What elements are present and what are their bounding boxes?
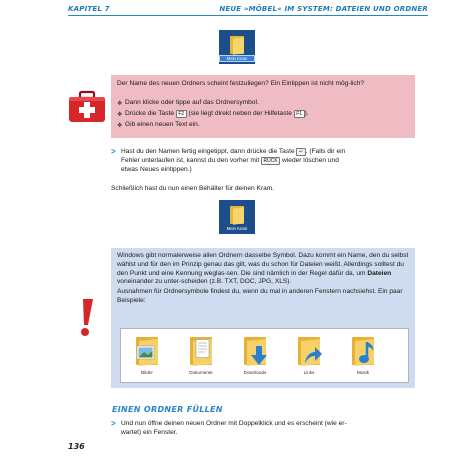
tip-box — [111, 75, 415, 138]
folder-music — [343, 335, 383, 379]
container-sentence: Schließlich hast du nun einen Behälter für deinen Kram. — [111, 185, 275, 192]
first-aid-kit-icon — [67, 90, 107, 124]
tip-step-2: ❖ Drücke die Taste F2 (sie liegt direkt neben der Hilfetaste F1 ). — [117, 110, 309, 118]
info-box — [111, 248, 415, 388]
arrow-bullet-icon: > — [111, 147, 116, 156]
folder-name: Mein Kram — [226, 226, 248, 231]
folder-label: Musik — [357, 370, 369, 375]
key-f1: F1 — [294, 110, 305, 118]
folder-pictures — [127, 335, 167, 379]
folder-name-edit: Mein Kram — [220, 56, 254, 61]
link-arrow-icon — [303, 345, 323, 365]
diamond-bullet-icon: ❖ — [117, 100, 123, 107]
folder-icon — [230, 36, 244, 54]
key-f2: F2 — [176, 110, 187, 118]
folder-label: Bilder — [141, 370, 153, 375]
exclamation-icon — [76, 298, 96, 338]
step-paragraph: Hast du den Namen fertig eingetippt, dann drücke die Taste ↵ . (Falls dir ein Fehler unterlaufen ist, kannst du den vorher mit RÜCK wieder löschen und etwas Neues eintippen.) — [121, 148, 346, 173]
folder-icon — [230, 206, 244, 224]
diamond-bullet-icon: ❖ — [117, 111, 123, 118]
music-note-icon — [358, 341, 376, 365]
folder-documents — [181, 335, 221, 379]
folder-label: Dokumente — [189, 370, 213, 375]
folder-tile-selected — [219, 30, 255, 64]
section-heading: EINEN ORDNER FÜLLEN — [112, 405, 223, 414]
arrow-bullet-icon: > — [111, 419, 116, 428]
final-paragraph: Und nun öffne deinen neuen Ordner mit Doppelklick und es erscheint (wie er- wartet) ein Fenster. — [121, 420, 347, 436]
tip-step-1: ❖ Dann klicke oder tippe auf das Ordnersymbol. — [117, 99, 259, 107]
key-backspace: RÜCK — [261, 157, 280, 165]
folder-downloads — [235, 335, 275, 379]
folder-icon-examples — [120, 328, 409, 383]
info-text: Windows gibt normalerweise allen Ordnern dasselbe Symbol. Dazu kommt ein Name, den du selbst wählst und für den im Prinzip genau das gilt, was du schon für Dateien weißt. Allerdings solltest du den Punkt und eine Kennung weglas-sen. Die sind nämlich in der Regel dafür da, um Dateien voneinander zu unter-scheiden (z.B. TXT, DOC, JPG, XLS). Ausnahmen für Ordnersymbole findest du, wenn du mal in anderen Fenstern nachsiehst. Ein paar Beispiele: — [117, 252, 411, 306]
running-title: NEUE »MÖBEL« IM SYSTEM: DATEIEN UND ORDNER — [219, 5, 428, 13]
key-enter: ↵ — [296, 148, 305, 156]
diamond-bullet-icon: ❖ — [117, 122, 123, 129]
folder-tile — [219, 200, 255, 234]
chapter-label: KAPITEL 7 — [68, 5, 110, 13]
page-number: 136 — [68, 442, 85, 451]
header-rule — [68, 15, 428, 16]
info-examples-intro: Ausnahmen für Ordnersymbole findest du, wenn du mal in anderen Fenstern nachsiehst. Ein paar Beispiele: — [117, 288, 403, 304]
download-arrow-icon — [250, 346, 268, 366]
document-icon — [195, 339, 211, 359]
tip-step-3: ❖ Gib einen neuen Text ein. — [117, 121, 200, 129]
folder-label: Links — [303, 370, 315, 375]
folder-links — [289, 335, 329, 379]
tip-intro: Der Name des neuen Ordners scheint festzuliegen? Ein Eintippen ist nicht mög-lich? — [117, 80, 365, 87]
picture-icon — [137, 345, 157, 361]
folder-label: Downloads — [243, 370, 267, 375]
